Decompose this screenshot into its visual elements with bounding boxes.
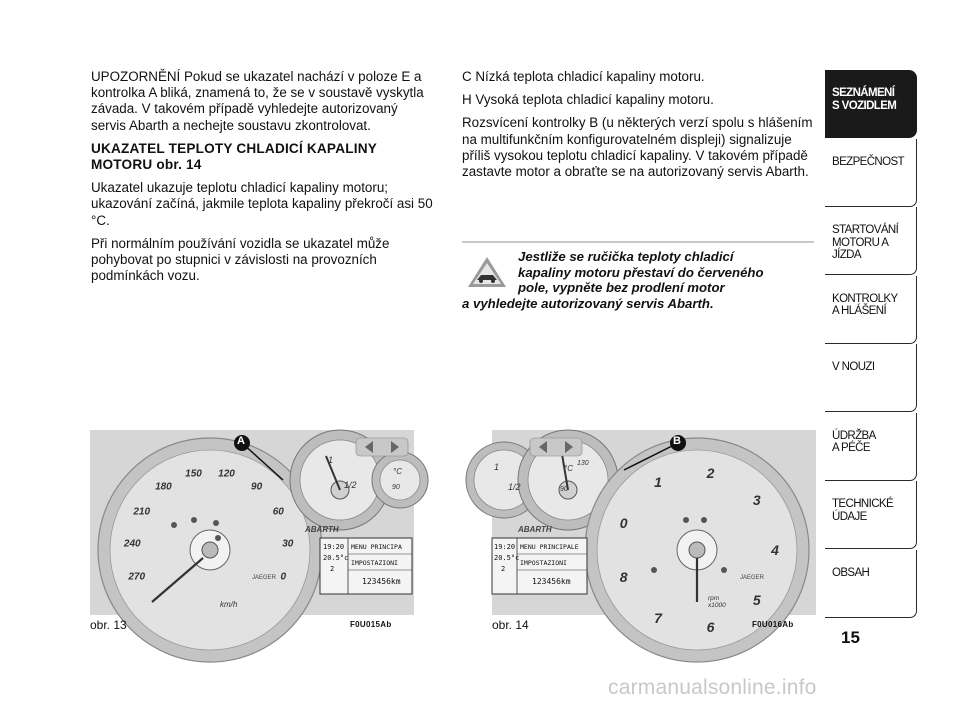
display-settings: IMPOSTAZIONI xyxy=(520,559,567,567)
temp-tick-90: 90 xyxy=(560,486,568,493)
tacho-tick-label: 3 xyxy=(752,491,761,508)
speedo-tick-label: 270 xyxy=(128,571,146,583)
chapter-tab-label: S VOZIDLEM xyxy=(832,99,897,112)
right-text-column xyxy=(462,69,814,187)
fuel-tick-full: 1 xyxy=(494,462,500,472)
speedo-tick-label: 150 xyxy=(185,468,202,480)
chapter-tab-label: TECHNICKÉ xyxy=(832,498,894,510)
tacho-tick-label: 8 xyxy=(619,568,628,585)
chapter-tab-label: A PÉČE xyxy=(832,442,870,454)
cluster-illustration-13 xyxy=(90,430,414,615)
callout-a-label: A xyxy=(237,435,245,447)
tacho-tick-label: 0 xyxy=(619,515,628,532)
chapter-tab-label: OBSAH xyxy=(832,566,870,579)
temp-tick-130: 130 xyxy=(577,460,589,467)
warning-line-2: kapaliny motoru přestaví do červeného xyxy=(518,264,764,280)
display-settings: IMPOSTAZIONI xyxy=(351,559,398,567)
heading-line-1: UKAZATEL TEPLOTY CHLADICÍ KAPALINY xyxy=(91,140,377,156)
legend-item-c: C Nízká teplota chladicí kapaliny motoru. xyxy=(462,69,705,84)
temp-unit-label: °C xyxy=(393,467,402,476)
figure-14-caption: obr. 14 xyxy=(492,618,529,632)
watermark: carmanualsonline.info xyxy=(608,676,817,699)
figure-14-code: F0U016Ab xyxy=(752,620,794,629)
maker-label: JAEGER xyxy=(740,575,765,581)
display-gear: 2 xyxy=(330,565,335,573)
chapter-tab-label: ÚDAJE xyxy=(832,510,867,523)
warning-box xyxy=(462,241,814,311)
chapter-tab-label: STARTOVÁNÍ xyxy=(832,224,899,236)
display-menu: MENU PRINCIPA xyxy=(351,543,402,551)
chapter-tab-3[interactable] xyxy=(825,276,917,344)
chapter-tab-5[interactable] xyxy=(825,413,917,481)
left-text-column xyxy=(91,69,436,291)
tacho-tick-label: 2 xyxy=(706,465,715,482)
chapter-tab-label: BEZPEČNOST xyxy=(832,155,904,168)
brand-logo: ABARTH xyxy=(305,525,339,534)
display-time: 19:20 xyxy=(494,543,516,551)
display-temp: 20.5°c xyxy=(494,554,520,562)
fuel-tick-full: 1 xyxy=(328,455,334,465)
chapter-tab-label: SEZNÁMENÍ xyxy=(832,87,895,99)
speedo-tick-label: 240 xyxy=(123,538,141,550)
warning-line-4: a vyhledejte autorizovaný servis Abarth. xyxy=(462,295,714,311)
warning-text xyxy=(462,249,814,311)
page-number: 15 xyxy=(841,628,860,647)
speedo-tick-label: 180 xyxy=(155,481,172,493)
brand-logo: ABARTH xyxy=(518,525,552,534)
chapter-tab-1[interactable] xyxy=(825,139,917,207)
warning-line-1: Jestliže se ručička teploty chladicí xyxy=(518,249,734,264)
speedo-tick-label: 30 xyxy=(282,538,294,550)
chapter-sidebar xyxy=(825,70,917,618)
display-time: 19:20 xyxy=(323,543,345,551)
legend-item-h: H Vysoká teplota chladicí kapaliny motoru. xyxy=(462,92,714,108)
tacho-tick-label: 7 xyxy=(654,609,662,626)
chapter-tab-0[interactable] xyxy=(825,70,917,138)
warning-triangle-icon xyxy=(466,255,508,289)
display-temp: 20.5°c xyxy=(323,554,349,562)
speedo-tick-label: 210 xyxy=(133,506,151,518)
chapter-tab-label: MOTORU A JÍZDA xyxy=(832,236,888,261)
tacho-tick-label: 4 xyxy=(771,542,779,558)
figure-13-caption: obr. 13 xyxy=(90,618,127,632)
fuel-tick-half: 1/2 xyxy=(508,482,521,492)
chapter-tab-4[interactable] xyxy=(825,344,917,412)
temp-tick-90: 90 xyxy=(392,484,400,491)
chapter-tab-label: KONTROLKY xyxy=(832,292,898,305)
chapter-tab-2[interactable] xyxy=(825,207,917,275)
tacho-unit-label: rpm x1000 xyxy=(708,595,726,609)
display-odometer: 123456km xyxy=(532,577,571,586)
display-menu: MENU PRINCIPALE xyxy=(520,543,579,551)
speedo-tick-label: 90 xyxy=(251,481,263,493)
warning-paragraph: UPOZORNĚNÍ Pokud se ukazatel nachází v poloze E a kontrolka A bliká, znamená to, že se v soustavě vyskytla závada. V takovém případě vyhledejte autorizovaný servis Abarth a nechejte soustavu zkontrolovat. xyxy=(91,69,424,133)
temp-unit-label: °C xyxy=(564,464,573,473)
speedo-tick-label: 120 xyxy=(218,468,235,480)
cluster-illustration-14 xyxy=(492,430,816,615)
chapter-tab-7[interactable] xyxy=(825,550,917,618)
figure-13-instrument-cluster xyxy=(90,430,414,615)
tacho-tick-label: 5 xyxy=(752,592,761,609)
display-gear: 2 xyxy=(501,565,506,573)
chapter-tab-6[interactable] xyxy=(825,481,917,549)
chapter-tab-label: V NOUZI xyxy=(832,361,875,373)
figure-13-code: F0U015Ab xyxy=(350,620,392,629)
body-paragraph-3: Rozsvícení kontrolky B (u některých verzí spolu s hlášením na multifunkčním konfigurovatelném displeji) signalizuje příliš vysokou teplotu chladicí kapaliny. V takovém případě zastavte motor a obraťte se na autorizovaný servis Abarth. xyxy=(462,115,813,180)
speedo-tick-label: 0 xyxy=(280,571,287,583)
chapter-tab-label: A HLÁŠENÍ xyxy=(832,305,887,317)
warning-line-3: pole, vypněte bez prodlení motor xyxy=(518,280,725,295)
section-heading xyxy=(91,141,436,173)
display-odometer: 123456km xyxy=(362,577,401,586)
speedo-tick-label: 60 xyxy=(272,506,284,518)
heading-line-2: MOTORU obr. 14 xyxy=(91,157,202,173)
tacho-tick-label: 1 xyxy=(654,474,662,491)
callout-b-label: B xyxy=(673,435,681,447)
body-paragraph-2: Při normálním používání vozidla se ukazatel může pohybovat po stupnici v závislosti na provozních podmínkách vozu. xyxy=(91,235,390,284)
speed-unit-label: km/h xyxy=(220,600,238,609)
tacho-tick-label: 6 xyxy=(706,618,715,635)
chapter-tab-label: ÚDRŽBA xyxy=(832,429,876,442)
fuel-tick-half: 1/2 xyxy=(344,480,357,490)
maker-label: JAEGER xyxy=(252,575,277,581)
body-paragraph-1: Ukazatel ukazuje teplotu chladicí kapaliny motoru; ukazování začíná, jakmile teplota kapaliny překročí asi 50 °C. xyxy=(91,180,433,228)
